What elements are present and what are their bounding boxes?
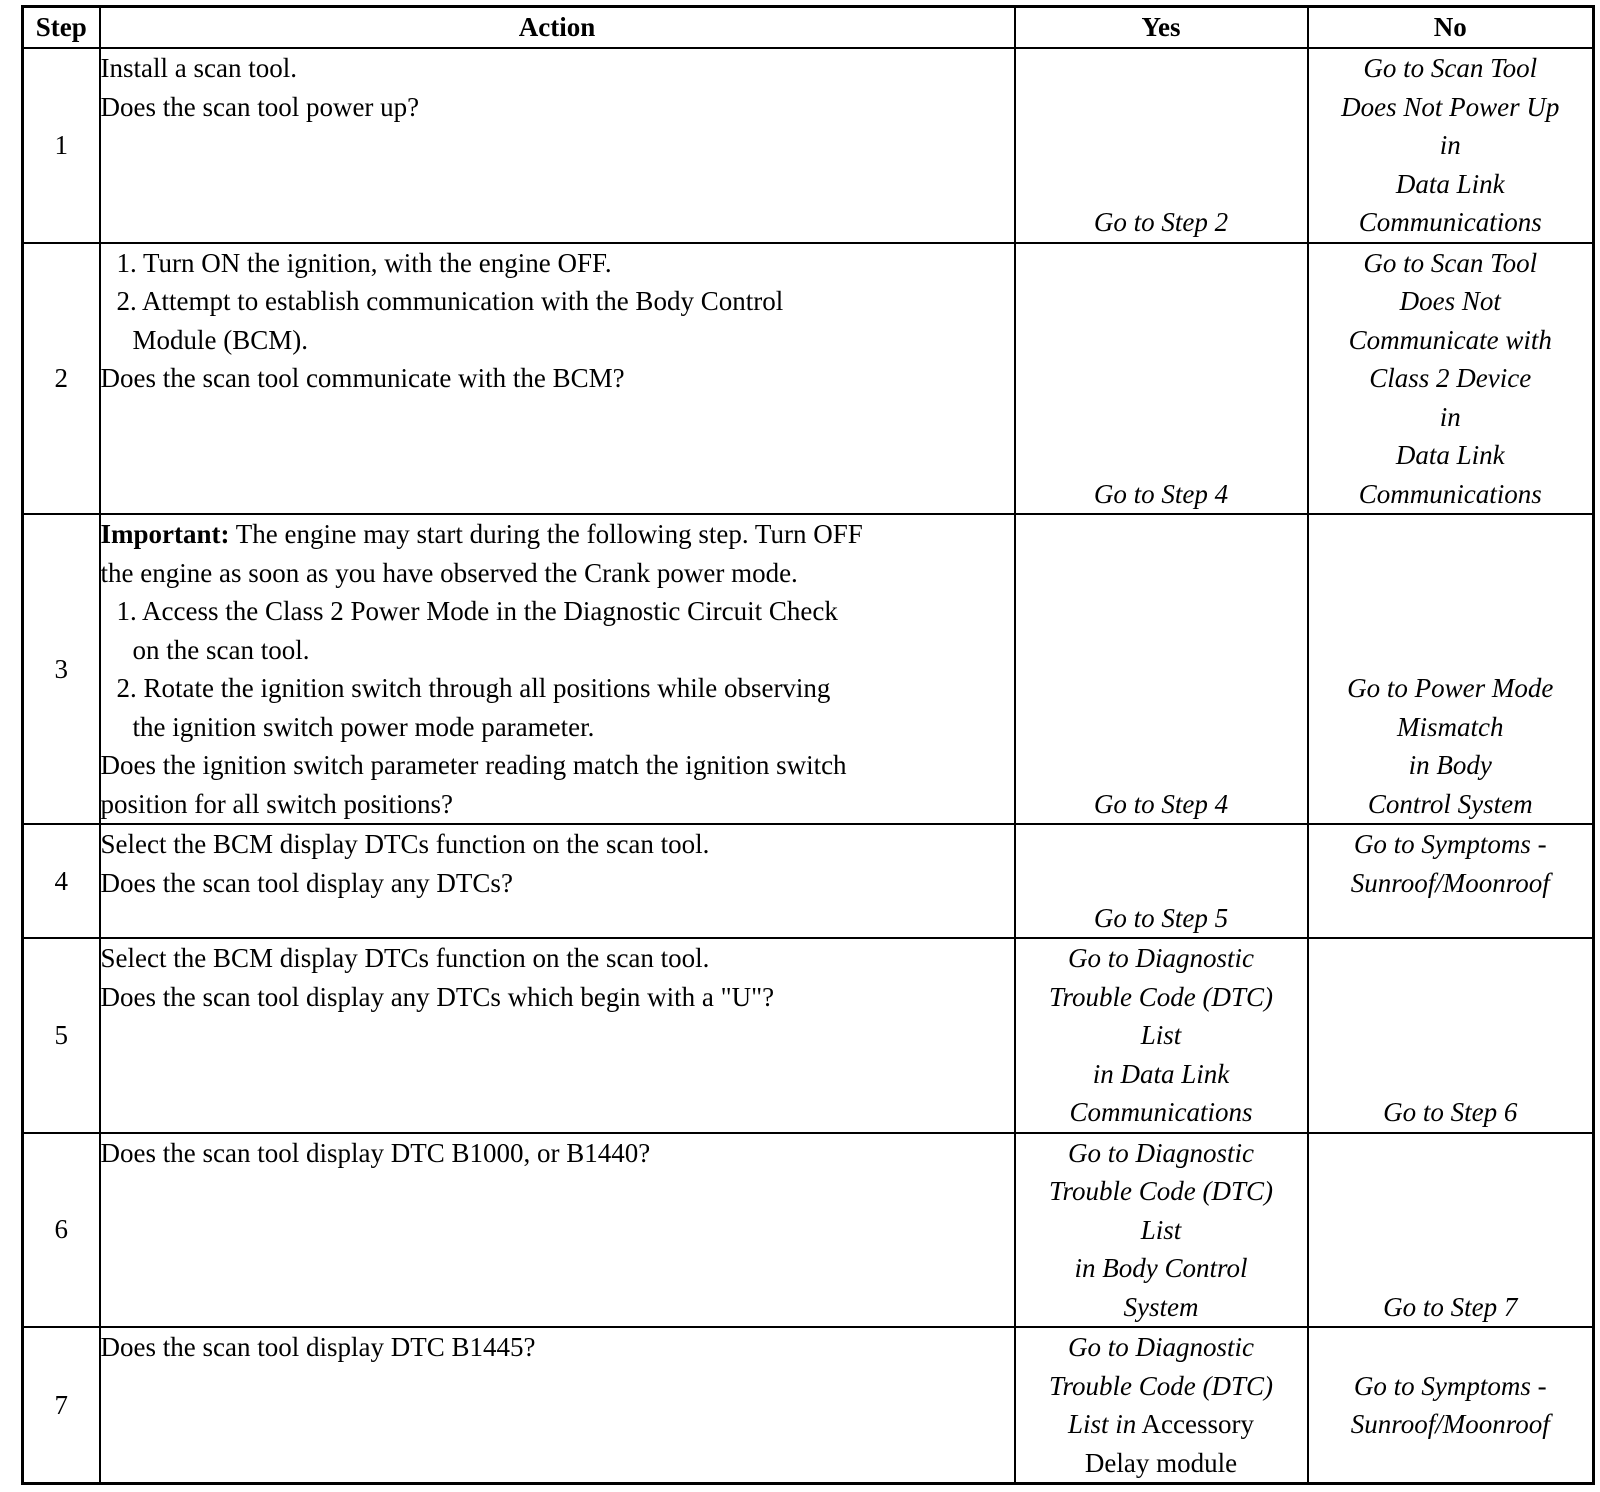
no-link[interactable]: Does Not bbox=[1399, 286, 1501, 316]
no-link[interactable]: Data Link bbox=[1395, 168, 1505, 199]
action-cell bbox=[100, 243, 1015, 515]
action-line: the ignition switch power mode parameter. bbox=[132, 711, 595, 742]
no-link[interactable]: in bbox=[1439, 130, 1461, 160]
action-line: Does the scan tool communicate with the BCM? bbox=[100, 363, 625, 393]
yes-link[interactable]: List bbox=[1140, 1214, 1182, 1245]
no-link[interactable]: Go to Scan Tool bbox=[1363, 247, 1538, 278]
step-number: 7 bbox=[23, 1327, 100, 1484]
no-cell[interactable] bbox=[1308, 1133, 1594, 1328]
yes-link[interactable]: Trouble Code (DTC) bbox=[1048, 1370, 1273, 1401]
no-cell[interactable] bbox=[1308, 1327, 1594, 1484]
header-row bbox=[23, 7, 1594, 49]
yes-link[interactable]: List in bbox=[1068, 1409, 1137, 1439]
no-link[interactable]: Sunroof/Moonroof bbox=[1350, 867, 1550, 898]
action-line: Does the scan tool display DTC B1000, or B1440? bbox=[100, 1137, 651, 1168]
yes-link[interactable]: Go to Step 2 bbox=[1093, 207, 1229, 237]
action-line: 1. Access the Class 2 Power Mode in the Diagnostic Circuit Check bbox=[116, 596, 838, 626]
diagnostic-table bbox=[21, 5, 1595, 1485]
no-link[interactable]: Control System bbox=[1367, 788, 1533, 819]
no-link[interactable]: Sunroof/Moonroof bbox=[1350, 1409, 1550, 1439]
action-line: Does the ignition switch parameter reading match the ignition switch bbox=[100, 750, 847, 780]
yes-plain: Delay module bbox=[1084, 1447, 1238, 1478]
no-cell[interactable] bbox=[1308, 48, 1594, 243]
action-line: on the scan tool. bbox=[132, 634, 310, 665]
action-line: Install a scan tool. bbox=[100, 53, 297, 83]
important-label: Important: bbox=[100, 519, 230, 549]
header-step: Step bbox=[23, 7, 100, 49]
action-line: Does the scan tool display DTC B1445? bbox=[100, 1332, 536, 1362]
yes-link[interactable]: Go to Diagnostic bbox=[1068, 943, 1254, 973]
header-yes: Yes bbox=[1015, 7, 1308, 49]
action-line: Module (BCM). bbox=[132, 324, 308, 355]
no-link[interactable]: Mismatch bbox=[1397, 711, 1504, 742]
table-row bbox=[23, 243, 1594, 515]
action-cell bbox=[100, 824, 1015, 938]
no-link[interactable]: Go to Symptoms - bbox=[1353, 1370, 1547, 1401]
table-row bbox=[23, 824, 1594, 938]
no-cell[interactable] bbox=[1308, 824, 1594, 938]
no-link[interactable]: Communicate with bbox=[1348, 324, 1552, 355]
yes-cell[interactable] bbox=[1015, 243, 1308, 515]
no-link[interactable]: Go to Scan Tool bbox=[1363, 53, 1538, 83]
action-cell bbox=[100, 48, 1015, 243]
step-number: 6 bbox=[23, 1133, 100, 1328]
header-no: No bbox=[1308, 7, 1594, 49]
action-line: position for all switch positions? bbox=[100, 788, 453, 819]
yes-cell[interactable] bbox=[1015, 48, 1308, 243]
step-number: 1 bbox=[23, 48, 100, 243]
yes-link-mixed[interactable] bbox=[1016, 1405, 1307, 1444]
action-line: Does the scan tool power up? bbox=[100, 91, 420, 122]
table-row bbox=[23, 938, 1594, 1133]
yes-link[interactable]: in Data Link bbox=[1092, 1058, 1230, 1089]
action-line: 2. Attempt to establish communication with the Body Control bbox=[116, 286, 784, 316]
yes-cell[interactable] bbox=[1015, 938, 1308, 1133]
yes-link[interactable]: System bbox=[1123, 1291, 1199, 1322]
yes-link[interactable]: Go to Step 4 bbox=[1093, 788, 1229, 819]
no-link[interactable]: Go to Power Mode bbox=[1347, 673, 1554, 703]
yes-link[interactable]: Trouble Code (DTC) bbox=[1048, 1176, 1273, 1206]
yes-cell[interactable] bbox=[1015, 514, 1308, 824]
action-line: Select the BCM display DTCs function on the scan tool. bbox=[100, 943, 710, 973]
important-text: The engine may start during the following step. Turn OFF bbox=[229, 519, 863, 549]
action-cell bbox=[100, 938, 1015, 1133]
no-link[interactable]: in bbox=[1439, 401, 1461, 432]
table-row bbox=[23, 48, 1594, 243]
no-cell[interactable] bbox=[1308, 243, 1594, 515]
action-line: 1. Turn ON the ignition, with the engine OFF. bbox=[116, 247, 612, 278]
no-link[interactable]: Communications bbox=[1358, 207, 1542, 237]
action-cell bbox=[100, 1327, 1015, 1484]
header-action: Action bbox=[100, 7, 1015, 49]
step-number: 4 bbox=[23, 824, 100, 938]
yes-link[interactable]: Communications bbox=[1069, 1097, 1253, 1127]
yes-plain: Accessory bbox=[1136, 1409, 1254, 1439]
action-line: Does the scan tool display any DTCs? bbox=[100, 867, 513, 898]
table-row bbox=[23, 514, 1594, 824]
step-number: 3 bbox=[23, 514, 100, 824]
yes-cell[interactable] bbox=[1015, 1327, 1308, 1484]
step-number: 2 bbox=[23, 243, 100, 515]
action-cell bbox=[100, 1133, 1015, 1328]
yes-link[interactable]: Go to Diagnostic bbox=[1068, 1332, 1254, 1362]
action-cell bbox=[100, 514, 1015, 824]
yes-link[interactable]: Go to Step 4 bbox=[1093, 478, 1229, 509]
yes-link[interactable]: Go to Diagnostic bbox=[1068, 1137, 1254, 1168]
action-line: 2. Rotate the ignition switch through all positions while observing bbox=[116, 673, 831, 703]
action-line: the engine as soon as you have observed the Crank power mode. bbox=[100, 557, 798, 588]
yes-link[interactable]: List bbox=[1140, 1020, 1182, 1050]
action-line: Select the BCM display DTCs function on the scan tool. bbox=[100, 829, 710, 859]
yes-cell[interactable] bbox=[1015, 824, 1308, 938]
no-link[interactable]: Go to Step 6 bbox=[1383, 1097, 1518, 1127]
no-link[interactable]: Communications bbox=[1358, 478, 1542, 509]
yes-link[interactable]: Go to Step 5 bbox=[1093, 902, 1229, 933]
table-row bbox=[23, 1133, 1594, 1328]
no-link[interactable]: Go to Step 7 bbox=[1383, 1291, 1518, 1322]
yes-link[interactable]: Trouble Code (DTC) bbox=[1048, 981, 1273, 1012]
no-link[interactable]: Data Link bbox=[1395, 440, 1505, 470]
action-line: Does the scan tool display any DTCs which begin with a "U"? bbox=[100, 981, 775, 1012]
no-link[interactable]: Does Not Power Up bbox=[1341, 91, 1560, 122]
no-cell[interactable] bbox=[1308, 514, 1594, 824]
yes-cell[interactable] bbox=[1015, 1133, 1308, 1328]
step-number: 5 bbox=[23, 938, 100, 1133]
no-cell[interactable] bbox=[1308, 938, 1594, 1133]
no-link[interactable]: Class 2 Device bbox=[1369, 363, 1532, 393]
yes-link[interactable]: in Body Control bbox=[1074, 1253, 1248, 1283]
no-link[interactable]: in Body bbox=[1408, 750, 1492, 780]
no-link[interactable]: Go to Symptoms - bbox=[1353, 829, 1547, 859]
action-line bbox=[101, 515, 1014, 554]
table-row bbox=[23, 1327, 1594, 1484]
